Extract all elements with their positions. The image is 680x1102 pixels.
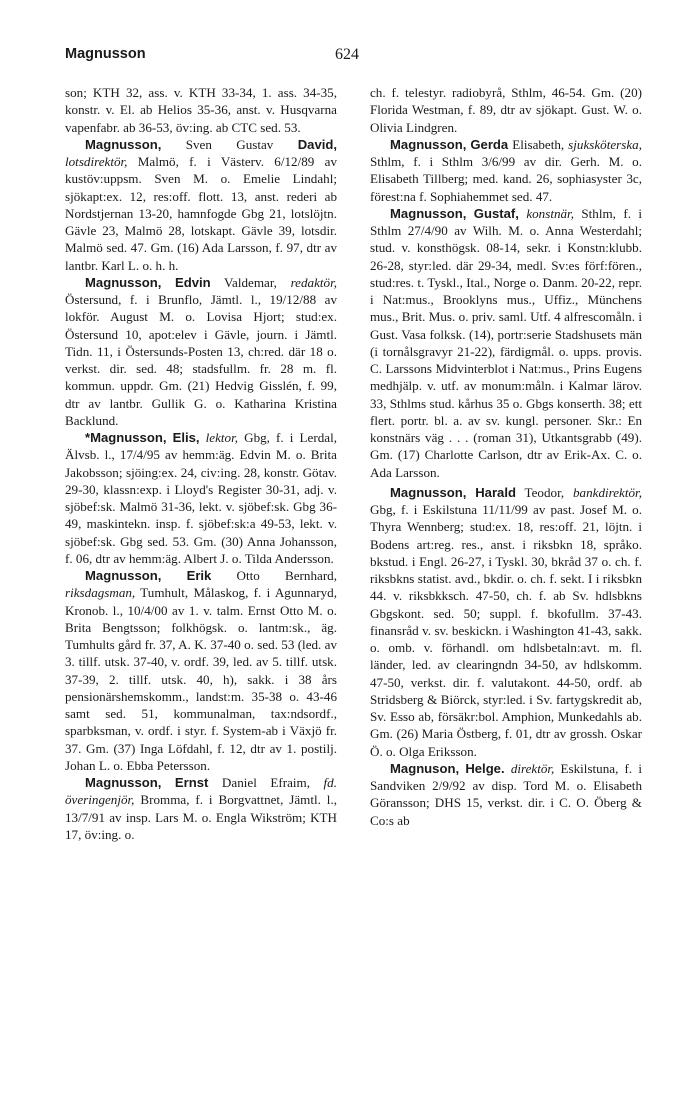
entry-surname: *Magnusson, <box>85 430 167 445</box>
entry-text: ch. f. telestyr. radiobyrå, Sthlm, 46-54. Gm. (20) Florida Westman, f. 89, dtr av sjökapt. Gust. W. o. Olivia Lindgren. <box>370 85 642 135</box>
entry-surname: Magnusson, <box>390 136 467 152</box>
entry-surname: Magnusson, <box>390 205 467 221</box>
entry-given-prefix <box>161 568 186 583</box>
entry-elis <box>65 429 337 567</box>
entry-text: Bromma, f. i Borgvattnet, Jämtl. l., 13/7/91 av insp. Lars M. o. Engla Wikström; KTH 17, öv:ing. o. <box>65 792 337 842</box>
entry-text: son; KTH 32, ass. v. KTH 33-34, 1. ass. 34-35, konstr. v. El. ab Helios 35-36, anst. v. Husqvarna vapenfabr. ab 36-53, öv:ing. ab CTC sed. 53. <box>65 85 337 135</box>
entry-helge <box>370 760 642 829</box>
entry-gustaf <box>370 205 642 481</box>
right-column <box>370 84 642 829</box>
entry-call-name: Erik <box>186 568 212 583</box>
entry-text: Sthlm, f. i Sthlm 27/4/90 av Wilh. M. o. Anna Westerdahl; stud. v. konsthögsk. 08-14, sekr. i Konstn:klubb. 26-28, styr:led. där 29-34, medl. Sv:es förf:fören., stud:res. t. Tyskl., Ital., Norge o. Danm. 20-22, repr. i Nat:mus., Brooklyns mus., Uffiz., Münchens mus., Brit. Mus. o. priv. saml. Utf. 4 alfrescomåln. i Gust. Vasa folksk. (14), portr:serie Stadshusets män (i tornålsgravyr 21-22), färdigmål. o. upps. provis. C. Larssons Midvinterblot i Nat:mus., Prins Eugens medhjälp. v. utf. av monum:måln. i Kalmar lärov. 33, Sthlms stud. kårhus 35 o. Gbgs konserth. 38; ett flert. portr. bl. a. av sv. kungl. personer. Skr.: En konstnärs väg . . . (roman 31), Utkantsgrabb (49). Gm. (17) Charlotte Carlson, dtr av Erik-Ax. C. o. Ada Larsson. <box>370 205 642 480</box>
entry-continuation <box>370 84 642 136</box>
running-head-surname: Magnusson <box>65 46 146 62</box>
entry-gerda <box>370 136 642 205</box>
entry-occupation: konstnär, <box>526 205 574 221</box>
entry-call-name: Gerda <box>470 136 509 152</box>
entry-call-name: Helge. <box>465 760 505 776</box>
entry-text: Gbg, f. i Eskilstuna 11/11/99 av past. Josef M. o. Thyra Wennberg; stud:ex. 18, res:off. 21, löjtn. i Bodens art:reg. res., anst. i riksbkn 18, språko. bkstud. i Engl. 26-27, i Tyskl. 30, bkråd 37 o. ch. f. riksbkns statist. avd., bkdir. o. ch. f. sekt. I i riksbkn 44. v. riksbkksch. 47-50, ch. f. ab Sv. hdlsbkns Gbgskont. sed. 50; suppl. f. bkofullm. 37-43. finansråd v. sv. beskickn. i Washington 41-43, sakk. o. omb. v. förhandl. om hdlsbetaln:avt. m. fl. länder, led. av clearingndn 34-50, av hdlskomm. 47-50, verkst. dir. f. valutakont. 44-50, ordf. ab Stridsberg & Biörck, styr:led. i Sv. fartygskredit ab, Sv. Esso ab, försäkr:bol. Amphion, Munkedahls ab. Gm. (26) Maria Östberg, f. 01, dtr av grossh. Oskar Ö. o. Olga Eriksson. <box>370 502 642 759</box>
entry-text: Sthlm, f. i Sthlm 3/6/99 av dir. Gerh. M. o. Elisabeth Tillberg; med. kand. 26, sophiasyster 3c, förest:na f. Sophiahemmet sed. 47. <box>370 154 642 204</box>
entry-harald <box>370 484 642 760</box>
entry-text: Eskilstuna, f. i Sandviken 2/9/92 av disp. Tord M. o. Elisabeth Göransson; DHS 15, verkst. dir. i C. O. Öberg & Co:s ab <box>370 760 643 828</box>
entry-occupation: lotsdirektör, <box>65 154 128 169</box>
entry-occupation: fd. överingenjör, <box>65 775 337 808</box>
entry-text: Tumhult, Målaskog, f. i Agunnaryd, Kronob. l., 10/4/00 av 1. v. talm. Ernst Otto M. o. Brita Bengtsson; folkhögsk. o. lantm:sk., äg. Tumhults gård fr. 37, A. K. 37-40 o. sed. 53 (led. av 3. tillf. utsk. 37-40, v. ordf. 39, led. av 5. tillf. utsk. 37-39, 2. tillf. utsk. 40, h), sakk. i 38 års pensionärshemskomm., landst:m. 35-38 o. 43-46 samt sed. 51, kommunalman, tax:ndsordf., sparbksman, v. ordf. i styr. f. System-ab i Växjö fr. 37. Gm. (37) Inga Löfdahl, f. 12, dtr av 1. postilj. Johan L. o. Ebba Petersson. <box>65 585 337 773</box>
entry-given-prefix <box>466 485 475 500</box>
entry-occupation: bankdirektör, <box>573 484 642 500</box>
entry-sven-gustav-david <box>65 136 337 274</box>
entry-surname: Magnusson, <box>85 568 162 583</box>
entry-given-prefix <box>161 775 175 790</box>
entry-given-name: Elisabeth, <box>508 136 569 152</box>
entry-given-name: Valdemar, <box>210 274 291 290</box>
entry-given-name: Otto Bernhard, <box>211 568 337 583</box>
entry-given-name: Daniel Efraim, <box>208 775 324 790</box>
entry-occupation: sjuksköterska, <box>568 136 642 152</box>
entry-surname: Magnusson, <box>390 484 467 500</box>
entry-given-name: Teodor, <box>515 484 573 500</box>
entry-call-name: Elis, <box>172 430 200 445</box>
entry-given-name: Sven Gustav <box>161 136 298 152</box>
entry-text: Malmö, f. i Västerv. 6/12/89 av kustöv:uppsm. Sven M. o. Emelie Lindahl; sjökapt:ex. 12, res:off. flott. 13, anst. rederi ab Nordstjernan 13-20, hamnfogde Gbg 21, lotslöjtn. Gävle 23, Malmö 28, lotskapt. Gävle 39, lotsdir. Malmö sed. 47. Gm. (16) Ada Larsson, f. 97, dtr av lantbr. Karl L. o. h. h. <box>65 154 337 273</box>
entry-call-name: David, <box>297 136 337 152</box>
page-header <box>65 46 642 68</box>
entry-call-name: Ernst <box>174 775 209 790</box>
entry-edvin <box>65 274 337 429</box>
entry-given-prefix <box>161 275 175 290</box>
page-number: 624 <box>335 46 359 63</box>
entry-text: Gbg, f. i Lerdal, Älvsb. l., 17/4/95 av hemm:äg. Edvin M. o. Brita Jakobsson; sjöing:ex. 24, civ:ing. 28, konstr. Götav. 29-30, klassn:exp. i Lloyd's Register 30-31, adj. v. sjöbef:sk. Malmö 31-36, lekt. v. sjöbef:sk. Gbg 36-49, maskintekn. insp. f. sjöbef:sk:a 49-53, lekt. v. sjöbef:sk. Gbg sed. 53. Gm. (30) Anna Johansson, f. 06, dtr av hemm:äg. Albert J. o. Tilda Andersson. <box>65 430 337 566</box>
entry-call-name: Edvin <box>175 274 211 290</box>
entry-occupation: lektor, <box>205 430 239 445</box>
entry-continuation <box>65 84 337 136</box>
entry-surname: Magnusson, <box>85 136 162 152</box>
entry-call-name: Harald <box>475 484 516 500</box>
entry-erik <box>65 567 337 774</box>
entry-surname: Magnusson, <box>85 274 162 290</box>
entry-text: Östersund, f. i Brunflo, Jämtl. l., 19/12/88 av lokför. August M. o. Lovisa Hjort; stud:ex. Östersund 10, apot:elev i Gävle, journ. i Jämtl. Tidn. 11, i Östersunds-Posten 13, ch:red. där 18 o. verkst. dir. sed. 48; stadsfullm. fr. 28 m. fl. kommun. uppdr. Gm. (21) Hedvig Gisslén, f. 99, dtr av lantbr. Gullik G. o. Katharina Kristina Backlund. <box>65 292 337 428</box>
entry-ernst <box>65 774 337 843</box>
entry-call-name: Gustaf, <box>473 205 519 221</box>
left-column <box>65 84 337 843</box>
entry-surname: Magnuson, <box>390 760 460 776</box>
entry-surname: Magnusson, <box>85 775 162 790</box>
entry-given-prefix <box>466 206 473 221</box>
entry-occupation: direktör, <box>510 760 555 776</box>
entry-occupation: riksdagsman, <box>65 585 136 601</box>
entry-occupation: redaktör, <box>290 274 337 290</box>
